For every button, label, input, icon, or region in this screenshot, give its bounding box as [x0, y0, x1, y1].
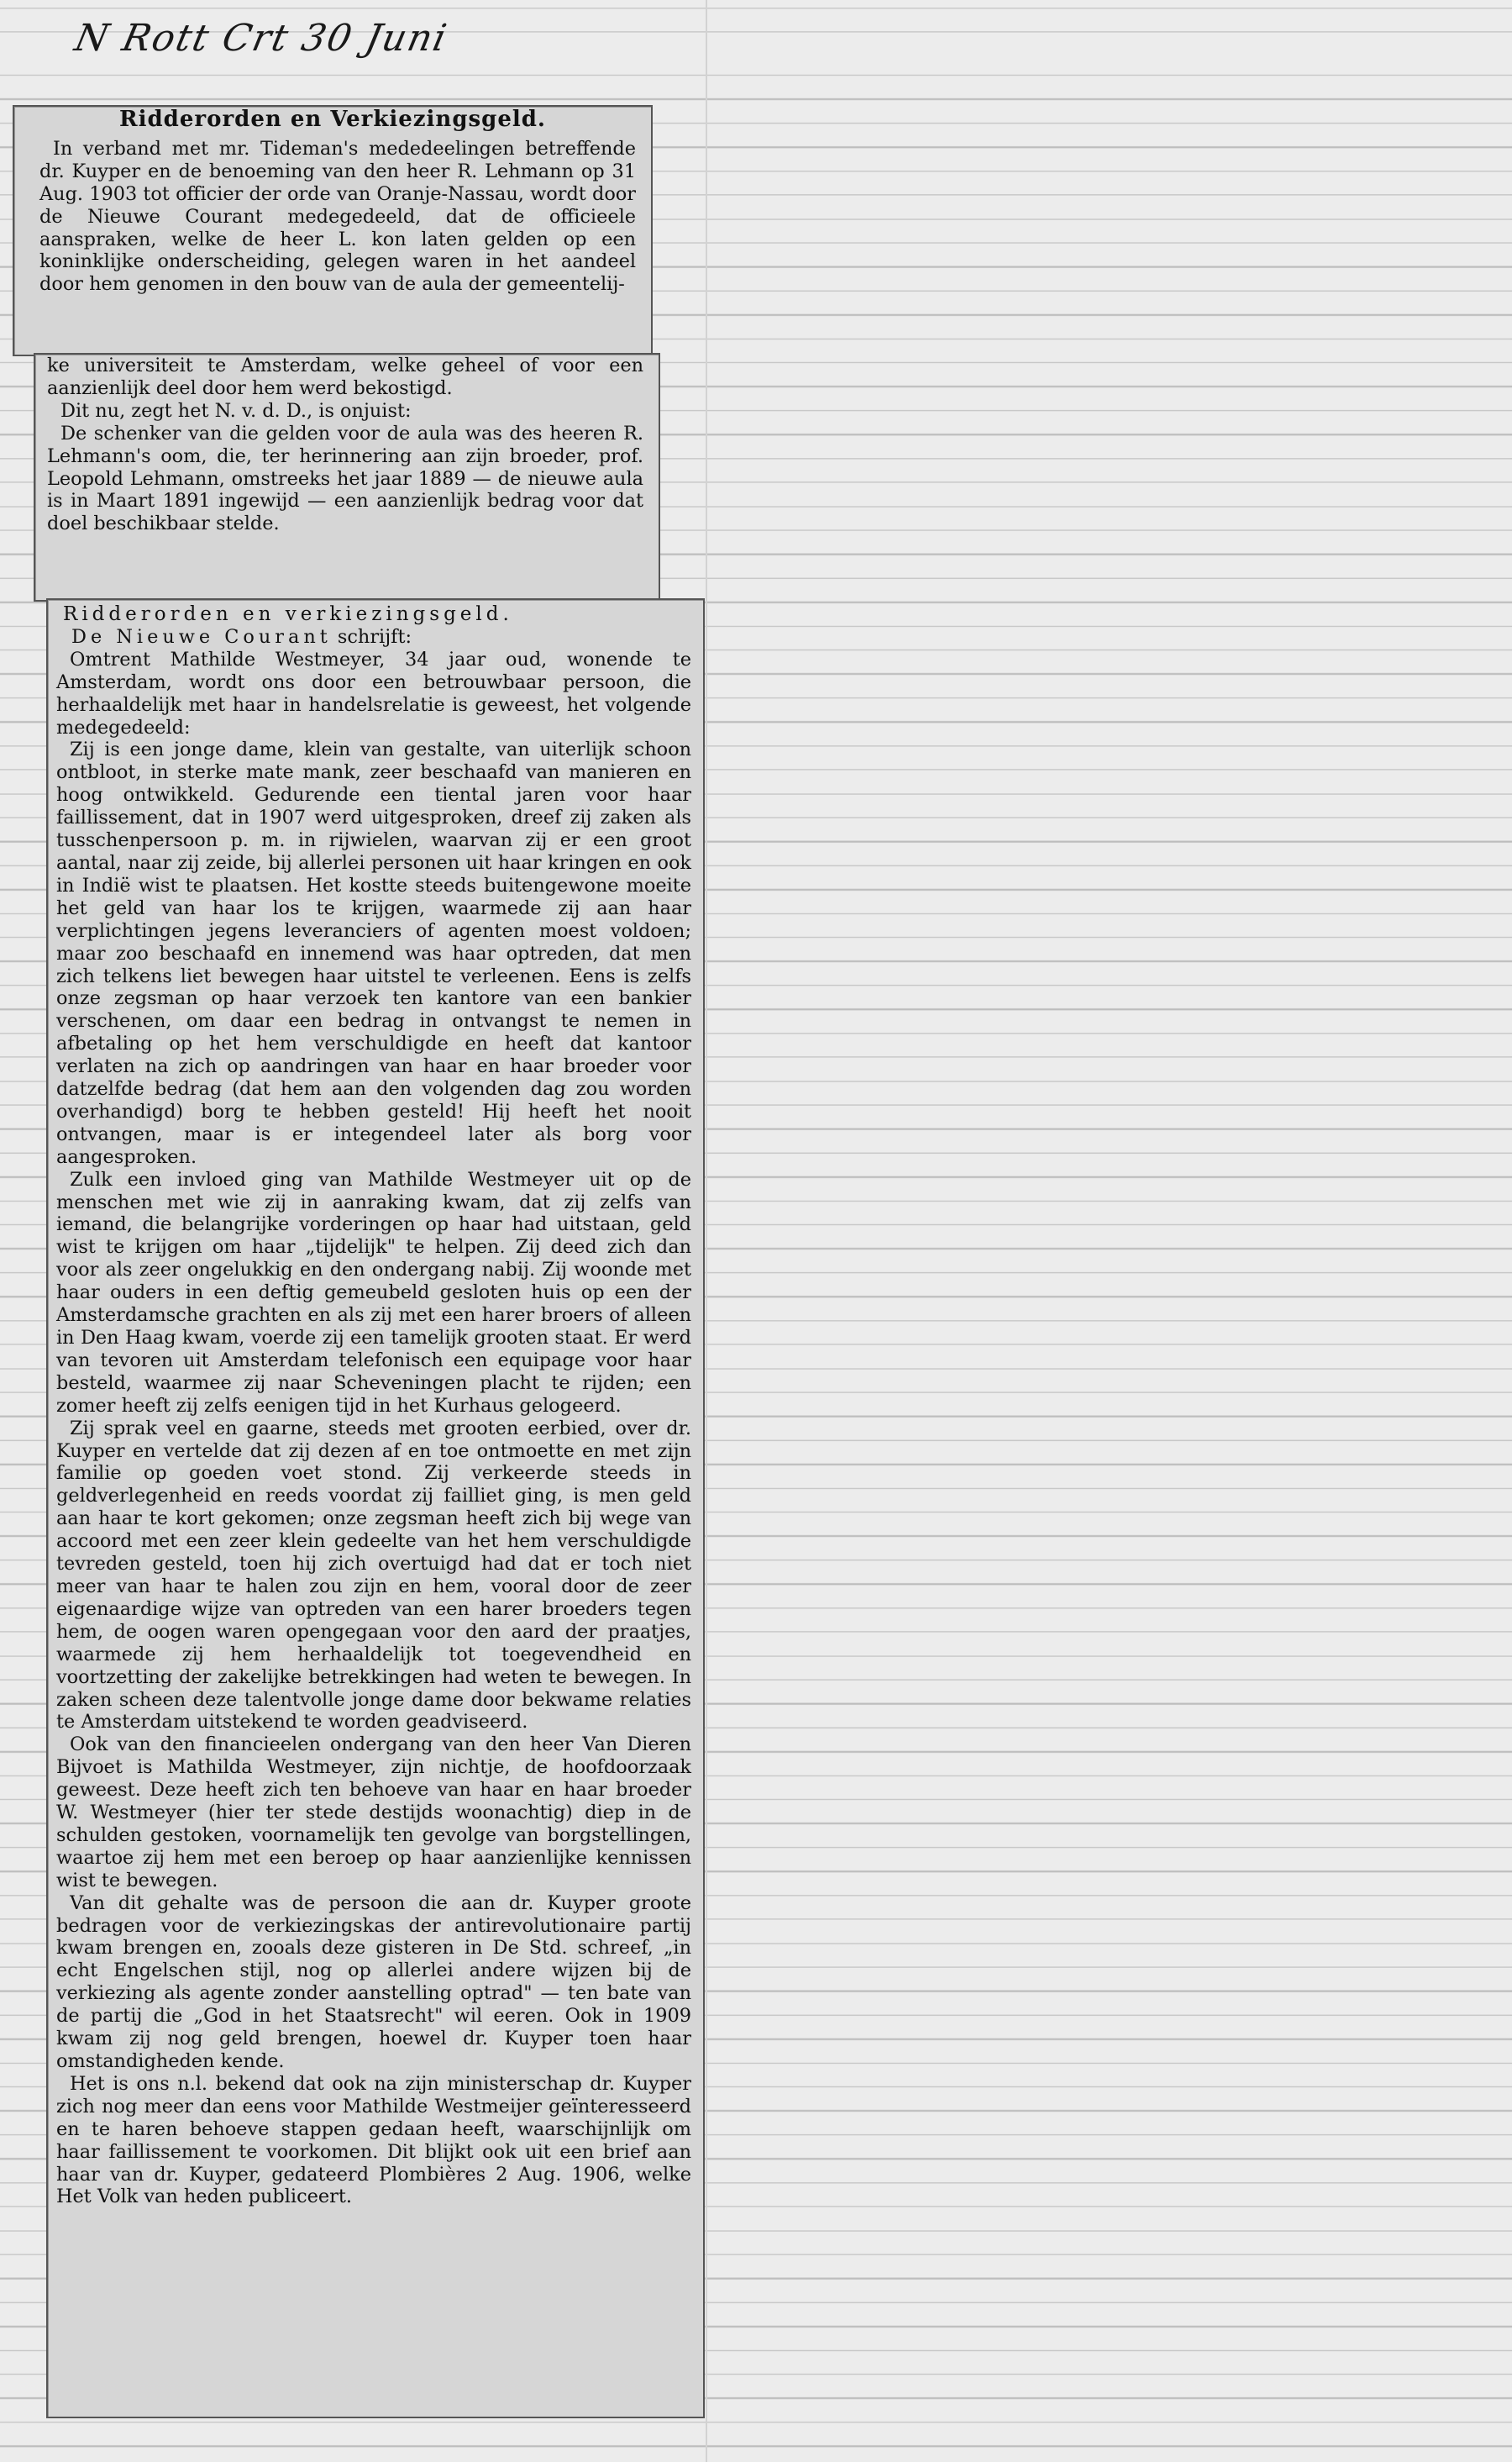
clipping-1-body	[14, 138, 651, 296]
clipping-3-source-paper: De Nieuwe Courant	[71, 625, 332, 648]
clipping-3-title: Ridderorden en verkiezingsgeld.	[63, 603, 513, 625]
clipping-3-source-verb: schrijft:	[337, 625, 412, 648]
clipping-1-title: Ridderorden en Verkiezingsgeld.	[119, 107, 546, 132]
clipping-2-paragraph-1: ke universiteit te Amsterdam, welke geheel of voor een aanzienlijk deel door hem werd bekostigd.	[47, 355, 643, 399]
clipping-3	[46, 598, 705, 2418]
margin-line	[706, 0, 707, 2462]
clipping-3-paragraph: Het is ons n.l. bekend dat ook na zijn ministerschap dr. Kuyper zich nog meer dan eens voor Mathilde Westmeijer geïnteresseerd en te haren behoeve stappen gedaan heeft, waarschijnlijk om haar faillissement te voorkomen. Dit blijkt ook uit een brief aan haar van dr. Kuyper, gedateerd Plombières 2 Aug. 1906, welke Het Volk van heden publiceert.	[56, 2072, 691, 2208]
clipping-3-source	[48, 626, 703, 649]
clipping-1	[13, 105, 653, 356]
handwritten-note: N Rott Crt 30 Juni	[71, 17, 452, 60]
clipping-3-paragraph: Ook van den financieelen ondergang van den heer Van Dieren Bijvoet is Mathilda Westmeyer, zijn nichtje, de hoofdoorzaak geweest. Deze heeft zich ten behoeve van haar en haar broeder W. Westmeyer (hier ter stede destijds woonachtig) diep in de schulden gestoken, voornamelijk ten gevolge van borgstellingen, waartoe zij hem met een beroep op haar aanzienlijke kennissen wist te bewegen.	[56, 1733, 691, 1891]
clipping-3-body	[48, 649, 703, 2209]
clipping-3-paragraph: Zij sprak veel en gaarne, steeds met grooten eerbied, over dr. Kuyper en vertelde dat zij dezen af en toe ontmoette en met zijn familie op goeden voet stond. Zij verkeerde steeds in geldverlegenheid en reeds voordat zij failliet ging, is men geld aan haar te kort gekomen; onze zegsman heeft zich bij wege van accoord met een zeer klein gedeelte van het hem verschuldigde tevreden gesteld, toen hij zich overtuigd had dat er toch niet meer van haar te halen zou zijn en hem, vooral door de zeer eigenaardige wijze van optreden van een harer broeders tegen hem, de oogen waren opengegaan voor den aard der praatjes, waarmede zij hem herhaaldelijk tot toegevendheid en voortzetting der zakelijke betrekkingen had weten te bewegen. In zaken scheen deze talentvolle jonge dame door bekwame relaties te Amsterdam uitstekend te worden geadviseerd.	[56, 1417, 691, 1733]
clipping-2-paragraph-3: De schenker van die gelden voor de aula was des heeren R. Lehmann's oom, die, ter herinnering aan zijn broeder, prof. Leopold Lehmann, omstreeks het jaar 1889 — de nieuwe aula is in Maart 1891 ingewijd — een aanzienlijk bedrag voor dat doel beschikbaar stelde.	[47, 422, 643, 535]
clipping-2-body	[35, 355, 659, 535]
clipping-3-paragraph: Omtrent Mathilde Westmeyer, 34 jaar oud, wonende te Amsterdam, wordt ons door een betrouwbaar persoon, die herhaaldelijk met haar in handelsrelatie is geweest, het volgende medegedeeld:	[56, 648, 691, 739]
clipping-3-paragraph: Zulk een invloed ging van Mathilde Westmeyer uit op de menschen met wie zij in aanraking kwam, dat zij zelfs van iemand, die belangrijke vorderingen op haar had uitstaan, geld wist te krijgen om haar „tijdelijk" te helpen. Zij deed zich dan voor als zeer ongelukkig en den ondergang nabij. Zij woonde met haar ouders in een deftig gemeubeld gesloten huis op een der Amsterdamsche grachten en als zij met een harer broers of alleen in Den Haag kwam, voerde zij een tamelijk grooten staat. Er werd van tevoren uit Amsterdam telefonisch een equipage voor haar besteld, waarmee zij naar Scheveningen placht te rijden; een zomer heeft zij zelfs eenigen tijd in het Kurhaus gelogeerd.	[56, 1168, 691, 1417]
clipping-1-paragraph: In verband met mr. Tideman's mededeelingen betreffende dr. Kuyper en de benoeming van den heer R. Lehmann op 31 Aug. 1903 tot officier der orde van Oranje-Nassau, wordt door de Nieuwe Courant medegedeeld, dat de officieele aanspraken, welke de heer L. kon laten gelden op een koninklijke onderscheiding, gelegen waren in het aandeel door hem genomen in den bouw van de aula der gemeentelij-	[39, 137, 636, 296]
clipping-3-paragraph: Zij is een jonge dame, klein van gestalte, van uiterlijk schoon ontbloot, in sterke mate mank, zeer beschaafd van manieren en hoog ontwikkeld. Gedurende een tiental jaren voor haar faillissement, dat in 1907 werd uitgesproken, dreef zij zaken als tusschenpersoon p. m. in rijwielen, waarvan zij er een groot aantal, naar zij zeide, bij allerlei personen uit haar kringen en ook in Indië wist te plaatsen. Het kostte steeds buitengewone moeite het geld van haar los te krijgen, waarmede zij aan haar verplichtingen jegens leveranciers of agenten moest voldoen; maar zoo beschaafd en innemend was haar optreden, dat men zich telkens liet bewegen haar uitstel te verleenen. Eens is zelfs onze zegsman op haar verzoek ten kantore van een bankier verschenen, om daar een bedrag in ontvangst te nemen in afbetaling op het hem verschuldigde en heeft dat kantoor verlaten na zich op aandringen van haar en haar broeder voor datzelfde bedrag (dat hem aan den volgenden dag zou worden overhandigd) borg te hebben gesteld! Hij heeft het nooit ontvangen, maar is er integendeel later als borg voor aangesproken.	[56, 739, 691, 1168]
clipping-2	[34, 353, 660, 602]
clipping-2-paragraph-2: Dit nu, zegt het N. v. d. D., is onjuist:	[60, 399, 412, 422]
clipping-3-paragraph: Van dit gehalte was de persoon die aan dr. Kuyper groote bedragen voor de verkiezingskas der antirevolutionaire partij kwam brengen en, zooals deze gisteren in De Std. schreef, „in echt Engelschen stijl, nog op allerlei andere wijzen bij de verkiezing als agente zonder aanstelling optrad" — ten bate van de partij die „God in het Staatsrecht" wil eeren. Ook in 1909 kwam zij nog geld brengen, hoewel dr. Kuyper toen haar omstandigheden kende.	[56, 1891, 691, 2072]
